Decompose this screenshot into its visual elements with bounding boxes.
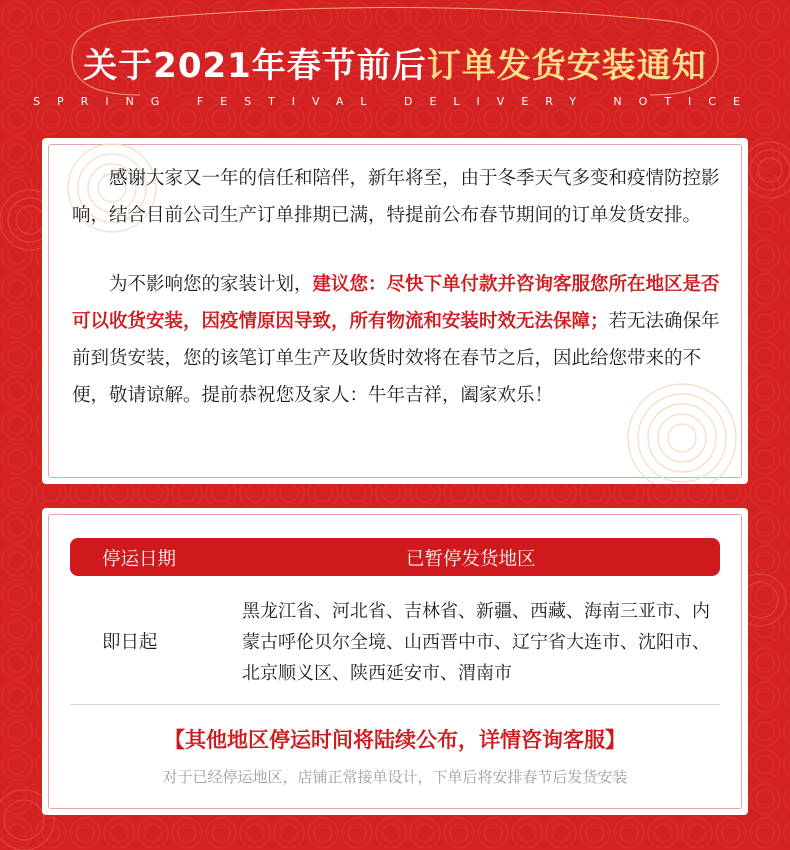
important-advice: 建议您：尽快下单付款并咨询客服您所在地区是否可以收货安装，因疫情原因导致，所有物流和安装时效无法保障； <box>72 274 720 332</box>
column-header-regions: 已暂停发货地区 <box>406 549 536 570</box>
intro-paragraph-2: 为不影响您的家装计划，建议您：尽快下单付款并咨询客服您所在地区是否可以收货安装，因疫情原因导致，所有物流和安装时效无法保障；若无法确保年前到货安装，您的该笔订单生产及收货时效将在春节之后，因此给您带来的不便，敬请谅解。提前恭祝您及家人：牛年吉祥，阖家欢乐！ <box>72 274 720 406</box>
divider <box>70 704 720 705</box>
suspension-date: 即日起 <box>102 632 158 653</box>
footer-subnotice: 对于已经停运地区，店铺正常接单设计，下单后将安排春节后发货安装 <box>162 768 628 786</box>
footer-notice: 【其他地区停运时间将陆续公布，详情咨询客服】 <box>164 728 626 752</box>
page-subtitle: SPRING FESTIVAL DELIVERY NOTICE <box>33 95 757 108</box>
schedule-card <box>42 508 748 815</box>
table-header <box>70 538 720 576</box>
intro-paragraph-1: 感谢大家又一年的信任和陪伴，新年将至，由于冬季天气多变和疫情防控影响，结合目前公司生产订单排期已满，特提前公布春节期间的订单发货安排。 <box>72 168 720 226</box>
page-title: 关于2021年春节前后订单发货安装通知 <box>83 46 707 86</box>
intro-card <box>42 138 748 484</box>
column-header-date: 停运日期 <box>102 549 177 570</box>
suspended-regions: 黑龙江省、河北省、吉林省、新疆、西藏、海南三亚市、内蒙古呼伦贝尔全境、山西晋中市、辽宁省大连市、沈阳市、北京顺义区、陕西延安市、渭南市 <box>242 601 710 684</box>
